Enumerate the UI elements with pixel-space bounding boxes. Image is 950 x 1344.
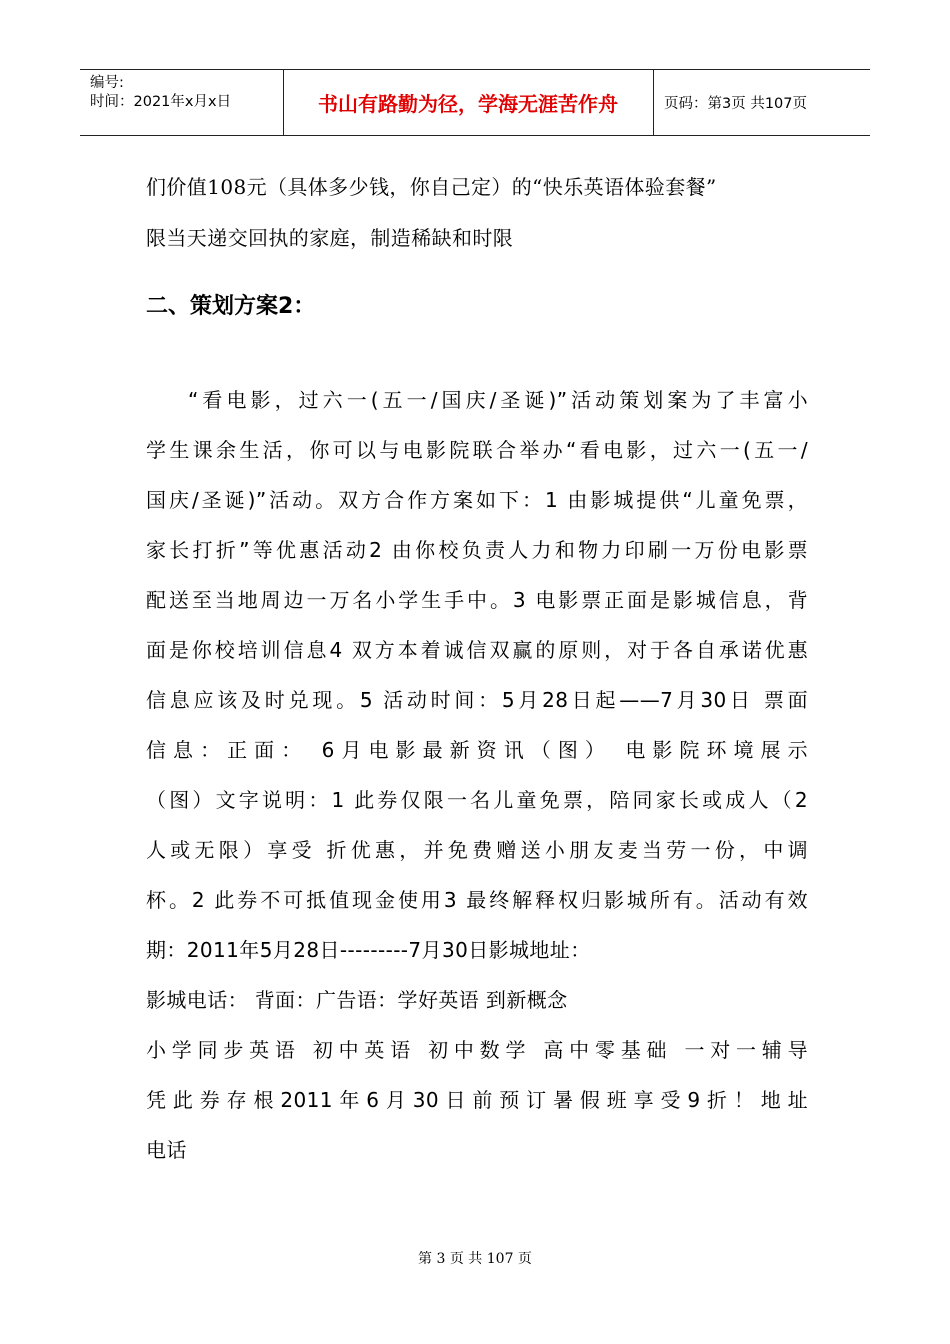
paragraph-line: 杯。2 此券不可抵值现金使用3 最终解释权归影城所有。活动有效 (146, 888, 808, 912)
header-meta (90, 74, 231, 112)
page-header (80, 69, 870, 136)
body-line: 们价值108元（具体多少钱，你自己定）的“快乐英语体验套餐” (146, 175, 717, 199)
paragraph-line: 小学同步英语 初中英语 初中数学 高中零基础 一对一辅导 (146, 1038, 808, 1062)
paragraph-line: “看电影，过六一(五一/国庆/圣诞)”活动策划案为了丰富小 (188, 388, 808, 412)
section-heading: 二、策划方案2： (146, 294, 316, 319)
paragraph-line: 学生课余生活，你可以与电影院联合举办“看电影，过六一(五一/ (146, 438, 808, 462)
paragraph-line: 信息应该及时兑现。5 活动时间：5月28日起——7月30日 票面 (146, 688, 808, 712)
paragraph-line: （图）文字说明：1 此券仅限一名儿童免票，陪同家长或成人（2 (146, 788, 808, 812)
header-page-info: 页码：第3页 共107页 (664, 96, 808, 112)
header-motto: 书山有路勤为径，学海无涯苦作舟 (318, 92, 618, 116)
paragraph-line: 家长打折”等优惠活动2 由你校负责人力和物力印刷一万份电影票 (146, 538, 808, 562)
document-number: 编号: (90, 75, 124, 91)
header-divider (653, 70, 654, 135)
page-footer: 第 3 页 共 107 页 (418, 1251, 532, 1267)
paragraph-line: 面是你校培训信息4 双方本着诚信双赢的原则，对于各自承诺优惠 (146, 638, 808, 662)
paragraph-line: 配送至当地周边一万名小学生手中。3 电影票正面是影城信息，背 (146, 588, 808, 612)
body-line: 限当天递交回执的家庭，制造稀缺和时限 (146, 226, 514, 250)
paragraph-line: 人或无限）享受 折优惠，并免费赠送小朋友麦当劳一份，中调 (146, 838, 808, 862)
paragraph-line: 电话 (146, 1138, 187, 1162)
paragraph-line: 国庆/圣诞)”活动。双方合作方案如下：1 由影城提供“儿童免票， (146, 488, 808, 512)
paragraph-line: 影城电话： 背面：广告语：学好英语 到新概念 (146, 988, 568, 1012)
document-date: 时间：2021年x月x日 (90, 94, 232, 110)
paragraph-line: 凭此券存根2011年6月30日前预订暑假班享受9折！地址 (146, 1088, 808, 1112)
paragraph-line: 信息：正面： 6月电影最新资讯（图） 电影院环境展示 (146, 738, 808, 762)
paragraph-line: 期：2011年5月28日---------7月30日影城地址： (146, 938, 591, 962)
